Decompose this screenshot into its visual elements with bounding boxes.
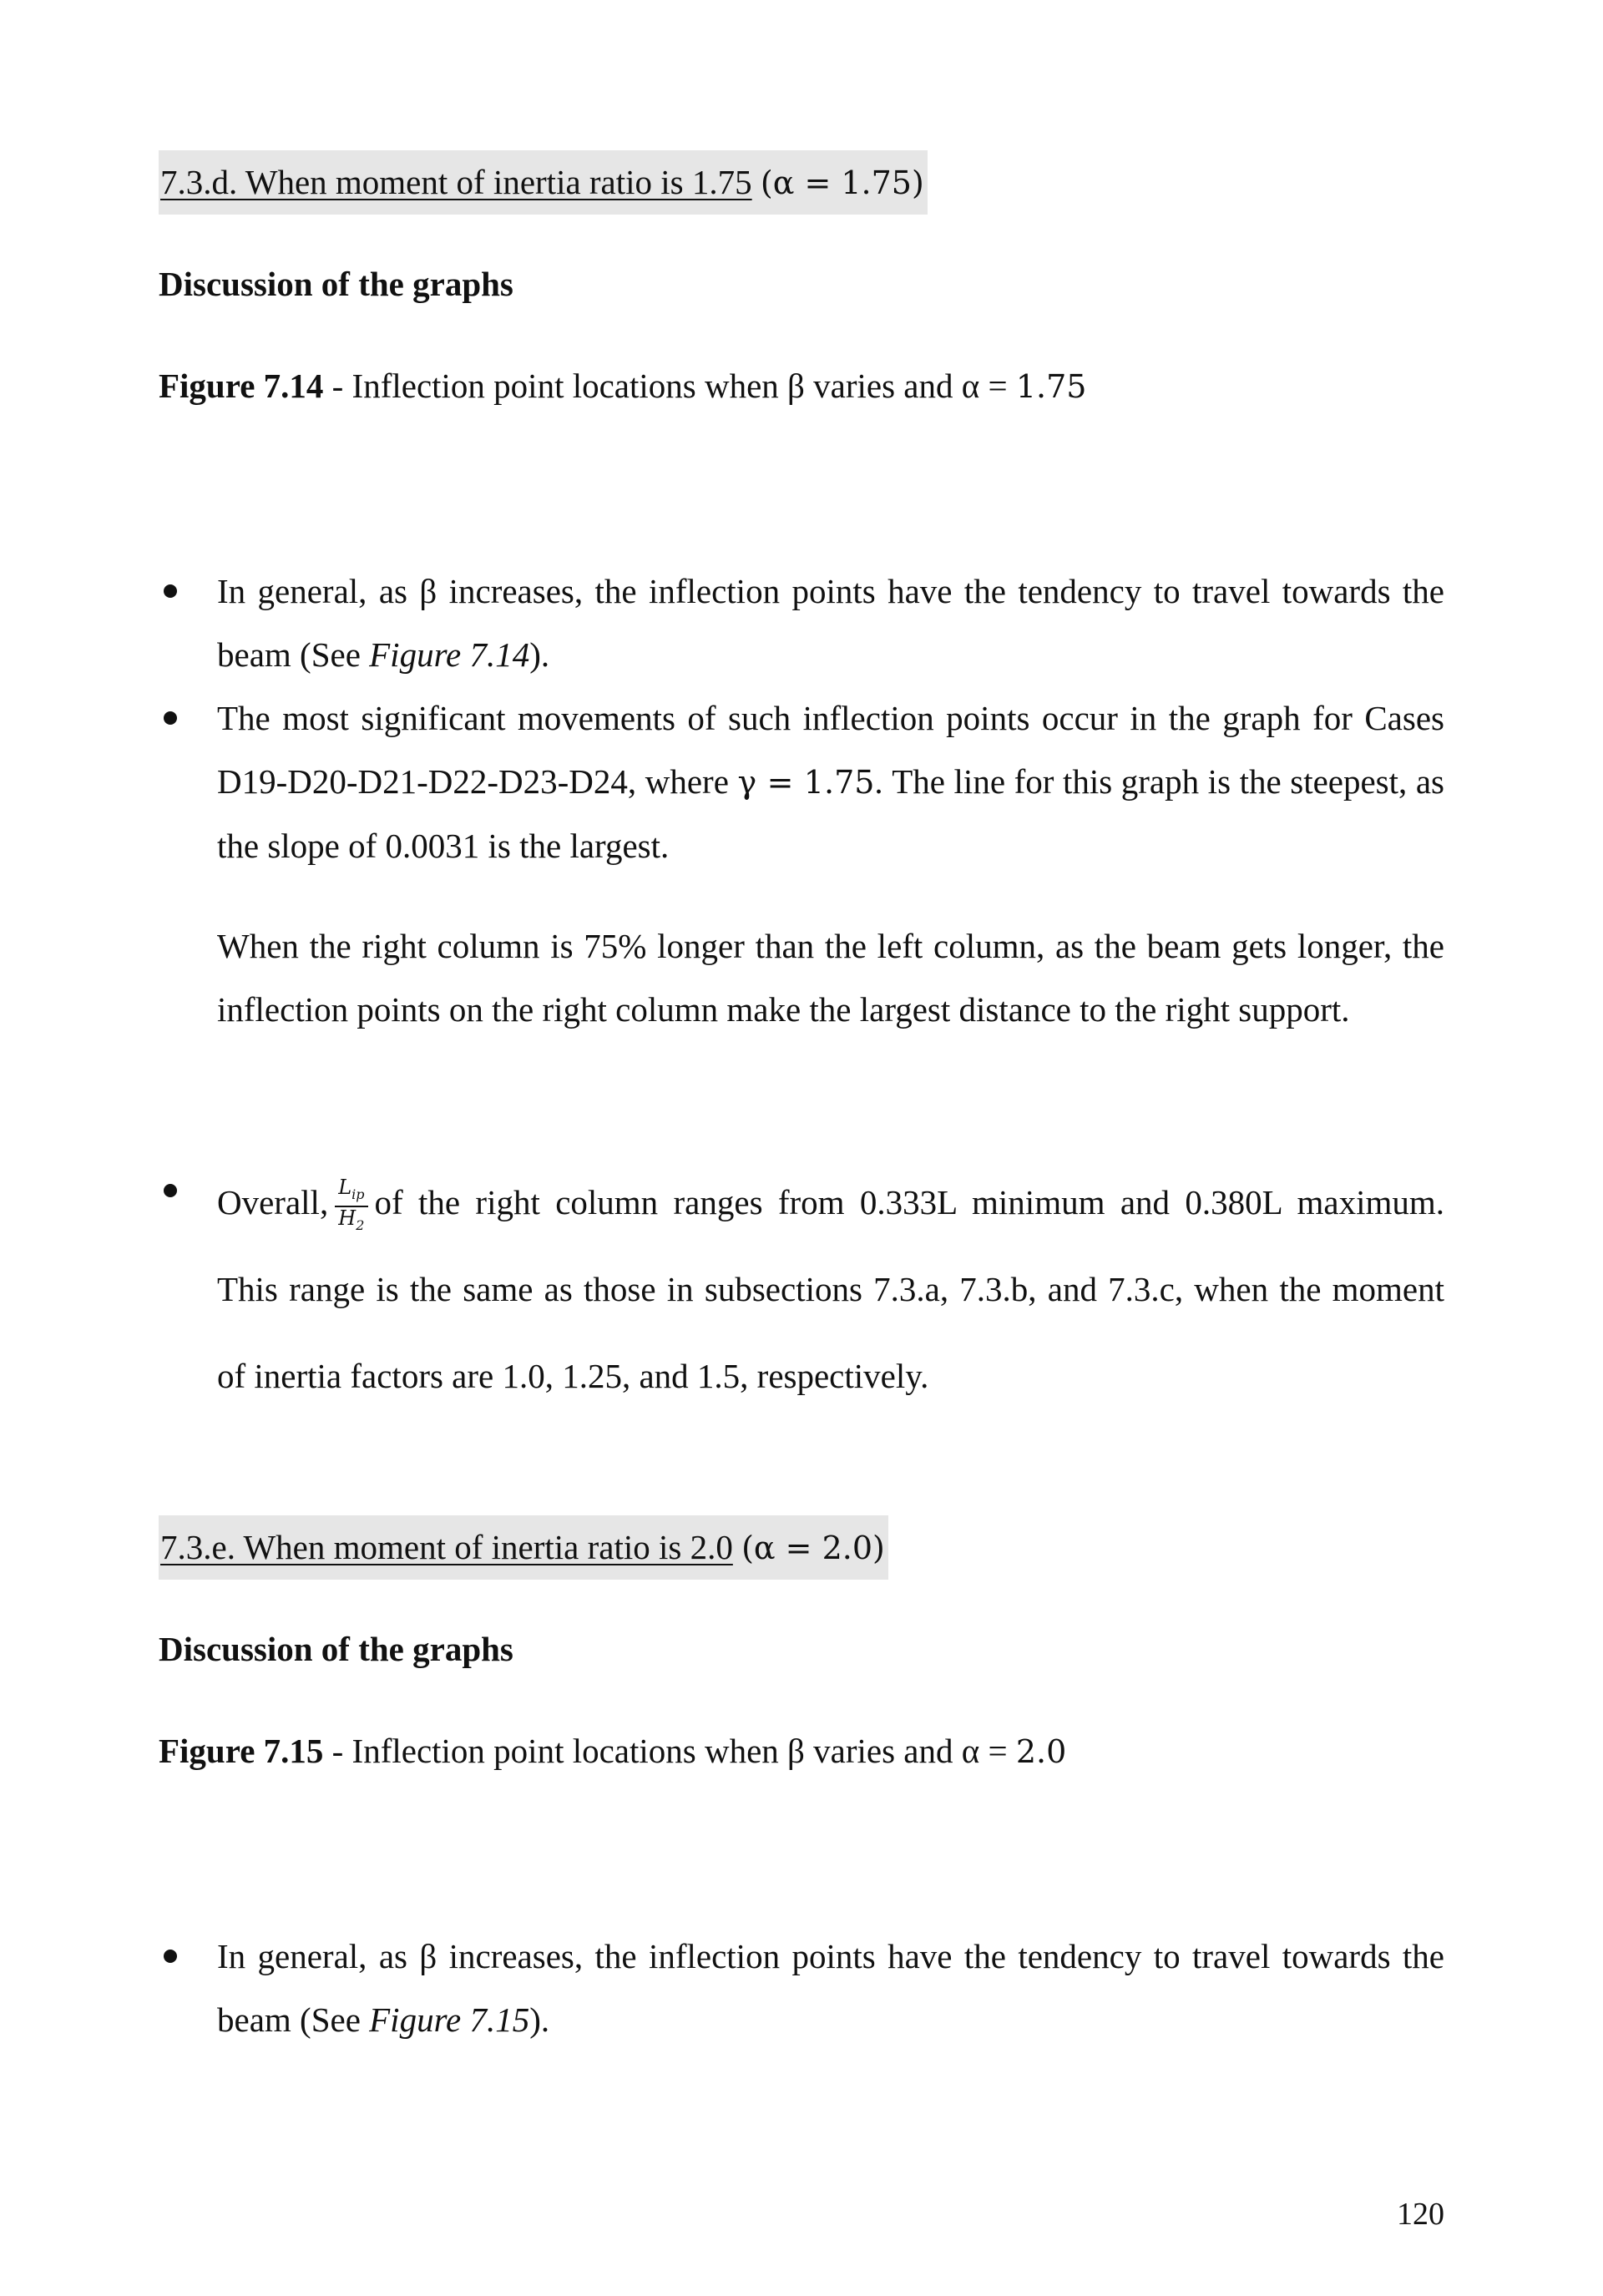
page-number: 120 [1397,2197,1444,2232]
heading-highlight [159,1515,888,1580]
figure-caption-value: 1.75 [1015,368,1087,405]
section-heading [159,1515,888,1580]
gamma-math: γ = 1.75 [737,764,875,801]
heading-highlight [159,150,928,215]
figure-caption-text: - Inflection point locations when β varies and α = [323,1732,1016,1770]
heading-math: (α = 1.75) [760,164,924,201]
figure-label: Figure 7.14 [159,367,324,405]
bullet-text: Overall, $\frac{L_{ip}}{H_2}$ of the right column ranges from 0.333L minimum and 0.380L maximum. This range is the same as those in subsections 7.3.a, 7.3.b, and 7.3.c, when the moment of inertia factors are 1.0, 1.25, and 1.5, respectively. [217,1175,1444,1395]
figure-caption [159,1719,1066,1783]
bullet-text: In general, as β increases, the inflection points have the tendency to travel towards the beam (See Figure 7.14). [217,572,1444,674]
figure-caption-text: - Inflection point locations when β varies and α = [323,367,1016,405]
bullet-item [159,559,1444,686]
paragraph: When the right column is 75% longer than the left column, as the beam gets longer, the inflection points on the right column make the largest distance to the right support. [217,927,1444,1029]
heading-text: 7.3.e. When moment of inertia ratio is 2.0 [160,1528,733,1566]
discussion-title: Discussion of the graphs [159,265,513,303]
section-heading [159,150,928,215]
bullet-text: In general, as β increases, the inflection points have the tendency to travel towards the beam (See Figure 7.15). [217,1937,1444,2039]
figure-reference: Figure 7.14 [369,635,530,674]
heading-math: (α = 2.0) [741,1530,885,1566]
bullet-item [159,1924,1444,2051]
figure-caption-value: 2.0 [1015,1733,1067,1770]
bullet-item [159,1159,1444,1419]
bullet-item [159,686,1444,877]
figure-reference: Figure 7.15 [369,2000,530,2039]
bullet-text: The most significant movements of such inflection points occur in the graph for Cases D19-D20-D21-D22-D23-D24, where γ = 1.75. The line for this graph is the steepest, as the slope of 0.0031 is the largest. [217,699,1444,865]
heading-text: 7.3.d. When moment of inertia ratio is 1.75 [160,163,752,201]
document-page [159,0,1444,2296]
figure-label: Figure 7.15 [159,1732,324,1770]
discussion-title: Discussion of the graphs [159,1630,513,1668]
fraction-lip-h2: $\frac{L_{ip}}{H_2}$ [335,1176,367,1237]
figure-caption [159,354,1086,418]
